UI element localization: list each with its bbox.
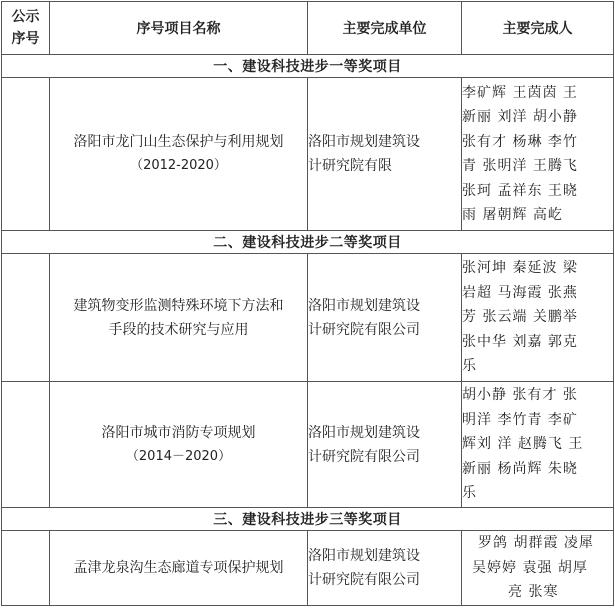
unit-line: 计研究院有限公司 [308, 321, 420, 338]
table-row [2, 382, 614, 508]
project-name-line: 洛阳市龙门山生态保护与利用规划 [73, 134, 284, 150]
section-row [2, 508, 614, 531]
project-name-line: 手段的技术研究与应用 [108, 321, 249, 338]
header-no: 公示 序号 [2, 2, 50, 55]
header-people: 主要完成人 [462, 2, 614, 55]
people-line: 乐 [462, 358, 477, 375]
people-line: 亮 张寒 [508, 584, 559, 600]
row-no [2, 531, 50, 606]
completion-people [462, 254, 614, 382]
section-title: 一、建设科技进步一等奖项目 [2, 55, 614, 78]
project-name-line: 孟津龙泉沟生态廊道专项保护规划 [73, 559, 284, 576]
award-table [1, 1, 614, 606]
completion-people [462, 531, 614, 606]
completion-unit [308, 382, 462, 508]
people-line: 张珂 孟祥东 王晓 [462, 182, 578, 199]
completion-people [462, 78, 614, 231]
project-name-line: 建筑物变形监测特殊环境下方法和 [73, 297, 284, 314]
unit-line: 计研究院有限公司 [308, 571, 420, 588]
people-line: 青 张明洋 王腾飞 [462, 158, 578, 174]
people-line: 李矿辉 王茵茵 王 [462, 84, 578, 101]
project-name [50, 78, 308, 231]
project-name-line: （2012-2020） [130, 158, 227, 173]
people-line: 张河坤 秦延波 梁 [462, 260, 578, 277]
row-no [2, 382, 50, 508]
people-line: 罗鸽 胡群霞 凌犀 [478, 535, 594, 551]
completion-people [462, 382, 614, 508]
people-line: 辉刘 洋 赵腾飞 王 [462, 436, 584, 453]
table-row [2, 78, 614, 231]
project-name [50, 254, 308, 382]
people-line: 新丽 刘洋 胡小静 [462, 109, 578, 125]
people-line: 新丽 杨尚辉 朱晓 [462, 460, 578, 477]
header-name: 序号项目名称 [50, 2, 308, 55]
header-row [2, 2, 614, 55]
completion-unit [308, 531, 462, 606]
unit-line: 洛阳市规划建筑设 [308, 297, 420, 314]
people-line: 明洋 李竹青 李矿 [462, 411, 578, 428]
table-row [2, 254, 614, 382]
people-line: 吴婷婷 袁强 胡厚 [472, 559, 588, 576]
row-no [2, 254, 50, 382]
completion-unit [308, 254, 462, 382]
people-line: 胡小静 张有才 张 [462, 387, 578, 404]
section-title: 二、建设科技进步二等奖项目 [2, 231, 614, 254]
people-line: 雨 屠朝辉 高屹 [462, 207, 563, 223]
row-no [2, 78, 50, 231]
completion-unit [308, 78, 462, 231]
unit-line: 计研究院有限 [308, 158, 392, 174]
header-unit: 主要完成单位 [308, 2, 462, 55]
section-row [2, 231, 614, 254]
people-line: 芳 张云端 关鹏举 [462, 309, 578, 326]
unit-line: 计研究院有限公司 [308, 448, 420, 465]
table-row [2, 531, 614, 606]
people-line: 张中华 刘嘉 郭克 [462, 333, 578, 350]
project-name-line: （2014－2020） [125, 448, 232, 464]
unit-line: 洛阳市规划建筑设 [308, 134, 420, 150]
section-row [2, 55, 614, 78]
project-name [50, 531, 308, 606]
unit-line: 洛阳市规划建筑设 [308, 547, 420, 564]
section-title: 三、建设科技进步三等奖项目 [2, 508, 614, 531]
people-line: 张有才 杨琳 李竹 [462, 133, 578, 150]
people-line: 岩超 马海霞 张燕 [462, 284, 578, 301]
people-line: 乐 [462, 485, 477, 502]
project-name-line: 洛阳市城市消防专项规划 [101, 424, 256, 441]
project-name [50, 382, 308, 508]
unit-line: 洛阳市规划建筑设 [308, 424, 420, 441]
